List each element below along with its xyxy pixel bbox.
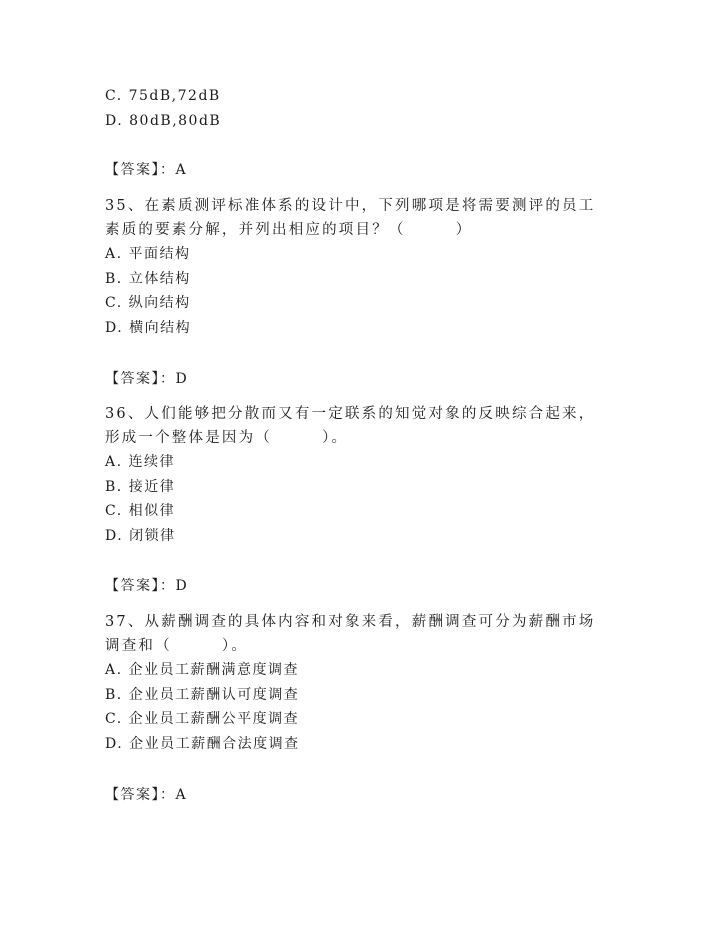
option-d: D. 80dB,80dB: [105, 113, 222, 129]
answer-line: 【答案】：D: [105, 578, 189, 594]
question-stem: 37、从薪酬调查的具体内容和对象来看，薪酬调查可分为薪酬市场调查和（ ）。: [105, 614, 596, 654]
option-b: B. 企业员工薪酬认可度调查: [105, 687, 300, 703]
option-a: A. 连续律: [105, 454, 176, 470]
option-b: B. 接近律: [105, 479, 176, 495]
question-stem: 36、人们能够把分散而又有一定联系的知觉对象的反映综合起来，形成一个整体是因为（ ）。: [105, 406, 596, 446]
option-a: A. 企业员工薪酬满意度调查: [105, 662, 300, 678]
option-c: C. 企业员工薪酬公平度调查: [105, 711, 300, 727]
option-d: D. 企业员工薪酬合法度调查: [105, 736, 300, 752]
answer-line: 【答案】：D: [105, 371, 189, 387]
question-stem: 35、在素质测评标准体系的设计中，下列哪项是将需要测评的员工素质的要素分解，并列出相应的项目？（ ）: [105, 198, 596, 238]
answer-line: 【答案】：A: [105, 162, 188, 178]
option-c: C. 75dB,72dB: [105, 88, 221, 104]
option-d: D. 闭锁律: [105, 528, 176, 544]
option-c: C. 纵向结构: [105, 295, 191, 311]
option-c: C. 相似律: [105, 503, 176, 519]
option-d: D. 横向结构: [105, 320, 192, 336]
option-a: A. 平面结构: [105, 246, 191, 262]
option-b: B. 立体结构: [105, 271, 191, 287]
answer-line: 【答案】：A: [105, 787, 188, 803]
